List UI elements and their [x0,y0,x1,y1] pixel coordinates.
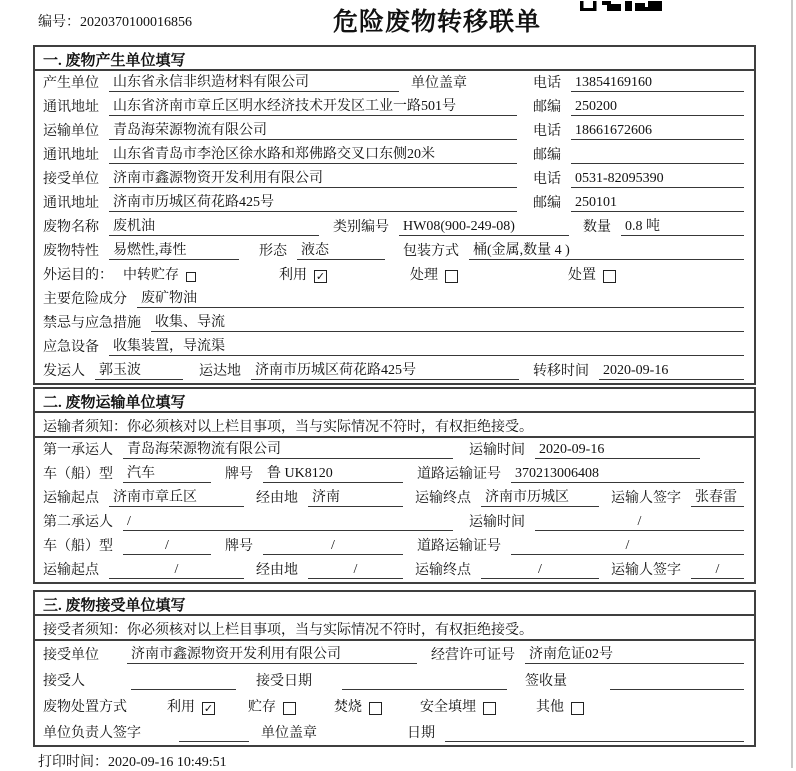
transporter-notice: 运输者须知：你必须核对以上栏目事项，当与实际情况不符时，有权拒绝接受。 [35,413,754,438]
row-receive-unit [35,167,754,191]
first-transport-time-value: 2020-09-16 [535,441,700,459]
section3-header: 三. 废物接受单位填写 [35,592,754,616]
signed-amount-label: 签收量 [525,674,567,689]
second-carrier-value: / [123,513,453,531]
destination-label: 运达地 [199,364,241,379]
second-road-license-value: / [511,537,744,555]
zip-label: 邮编 [533,196,561,211]
row-second-vehicle [35,534,754,558]
via-label: 经由地 [256,563,298,578]
print-time-value: 2020-09-16 10:49:51 [108,755,227,770]
checkbox-disposal-utilize: ✓ [203,702,214,715]
transport-phone-value: 18661672606 [571,122,744,140]
quantity-label: 数量 [583,220,611,235]
serial-number: 2020370100016856 [80,15,192,30]
road-license-label: 道路运输证号 [417,467,501,482]
hazard-component-label: 主要危险成分 [43,292,127,307]
section-transporter [33,387,756,584]
row-emergency-equipment [35,335,754,359]
serial-number-line [38,11,192,31]
accept-date-value [342,672,507,690]
receive-zip-value: 250101 [571,194,744,212]
row-leader-signature [35,719,754,745]
vehicle-type-label: 车（船）型 [43,539,113,554]
transfer-storage-label: 中转贮存 [123,268,179,283]
second-end-value: / [481,561,599,579]
plate-number-label: 牌号 [225,539,253,554]
row-second-carrier [35,510,754,534]
row-hazard-component [35,287,754,311]
checkbox-utilize: ✓ [315,270,326,283]
taboo-measures-label: 禁忌与应急措施 [43,316,141,331]
disposal-incinerate-label: 焚烧 [334,700,362,715]
packing-label: 包装方式 [403,244,459,259]
disposal-utilize-label: 利用 [167,700,195,715]
second-origin-value: / [109,561,244,579]
phone-label: 电话 [533,124,561,139]
first-transporter-sign-value: 张春雷 [691,489,744,507]
transport-end-label: 运输终点 [415,563,471,578]
unit-seal-label: 单位盖章 [261,726,317,741]
second-transport-time-value: / [535,513,744,531]
receive-address-value: 济南市历城区荷花路425号 [109,194,517,212]
taboo-measures-value: 收集、导流 [151,314,744,332]
page-right-edge-line [791,0,793,768]
first-carrier-value: 青岛海荣源物流有限公司 [123,441,453,459]
first-plate-number-value: 鲁 UK8120 [263,465,403,483]
unit-seal-label: 单位盖章 [411,76,467,91]
section-receiver [33,590,756,747]
transport-time-label: 运输时间 [469,515,525,530]
hazard-component-value: 废矿物油 [137,290,744,308]
row-first-route [35,486,754,510]
row-transport-address [35,143,754,167]
acceptor-value [131,672,236,690]
accept-date-label: 接受日期 [256,674,312,689]
emergency-equipment-value: 收集装置，导流渠 [109,338,744,356]
destination-value: 济南市历城区荷花路425号 [251,362,519,380]
receive-unit-label: 接受单位 [43,172,99,187]
transport-time-label: 运输时间 [469,443,525,458]
permit-number-label: 经营许可证号 [431,648,515,663]
row-producer-address [35,95,754,119]
sign-date-label: 日期 [407,726,435,741]
category-code-label: 类别编号 [333,220,389,235]
row-waste-name [35,215,754,239]
transporter-sign-label: 运输人签字 [611,491,681,506]
row-second-route [35,558,754,582]
transport-zip-value [571,146,744,164]
receiving-unit-label: 接受单位 [43,648,99,663]
via-label: 经由地 [256,491,298,506]
row-taboo-measures [35,311,754,335]
shipper-label: 发运人 [43,364,85,379]
transport-unit-label: 运输单位 [43,124,99,139]
option-disposal-store [248,699,296,716]
print-time-label: 打印时间： [38,755,108,770]
checkbox-disposal-landfill [483,702,496,715]
acceptor-label: 接受人 [43,674,85,689]
producer-unit-label: 产生单位 [43,76,99,91]
print-time-line [38,751,796,771]
second-plate-number-value: / [263,537,403,555]
row-acceptor [35,667,754,693]
first-via-value: 济南 [308,489,403,507]
address-label: 通讯地址 [43,148,99,163]
transport-unit-value: 青岛海荣源物流有限公司 [109,122,517,140]
first-vehicle-type-value: 汽车 [123,465,211,483]
row-receive-address [35,191,754,215]
row-shipper [35,359,754,383]
emergency-equipment-label: 应急设备 [43,340,99,355]
packing-value: 桶(金属,数量 4 ) [469,242,744,260]
first-road-license-value: 370213006408 [511,465,744,483]
row-transport-unit [35,119,754,143]
option-disposal-incinerate [334,699,382,716]
row-transfer-purpose [35,263,754,287]
receiver-notice: 接受者须知：你必须核对以上栏目事项，当与实际情况不符时，有权拒绝接受。 [35,616,754,641]
category-code-value: HW08(900-249-08) [399,218,569,236]
section2-header: 二. 废物运输单位填写 [35,389,754,413]
first-carrier-label: 第一承运人 [43,443,113,458]
row-waste-trait [35,239,754,263]
page-title: 危险废物转移联单 [333,9,542,36]
checkbox-transfer-storage [186,272,196,282]
disposal-landfill-label: 安全填埋 [420,700,476,715]
option-disposal-landfill [420,699,496,716]
transport-end-label: 运输终点 [415,491,471,506]
form-label: 形态 [259,244,287,259]
waste-trait-value: 易燃性,毒性 [109,242,239,260]
option-dispose [568,267,616,284]
treat-label: 处理 [410,268,438,283]
sign-date-value [445,724,744,742]
dispose-label: 处置 [568,268,596,283]
receive-phone-value: 0531-82095390 [571,170,744,188]
option-disposal-other [536,699,584,716]
checkbox-dispose [603,270,616,283]
qr-code-fragment-icon [580,0,662,10]
zip-label: 邮编 [533,148,561,163]
row-first-vehicle [35,462,754,486]
checkbox-disposal-other [571,702,584,715]
option-transfer-storage [123,267,196,284]
leader-signature-value [179,724,249,742]
option-utilize [279,267,327,284]
zip-label: 邮编 [533,100,561,115]
waste-name-value: 废机油 [109,218,319,236]
road-license-label: 道路运输证号 [417,539,501,554]
address-label: 通讯地址 [43,100,99,115]
transport-origin-label: 运输起点 [43,491,99,506]
quantity-value: 0.8 吨 [621,218,744,236]
waste-trait-label: 废物特性 [43,244,99,259]
waste-name-label: 废物名称 [43,220,99,235]
producer-unit-value: 山东省永信非织造材料有限公司 [109,74,399,92]
disposal-method-label: 废物处置方式 [43,700,127,715]
first-origin-value: 济南市章丘区 [109,489,244,507]
utilize-label: 利用 [279,268,307,283]
checkbox-disposal-incinerate [369,702,382,715]
form-value: 液态 [297,242,385,260]
receiving-unit-value: 济南市鑫源物资开发利用有限公司 [127,646,417,664]
producer-phone-value: 13854169160 [571,74,744,92]
row-receiving-unit [35,641,754,667]
transfer-time-value: 2020-09-16 [599,362,744,380]
transfer-purpose-label: 外运目的： [43,268,113,283]
row-disposal-method [35,693,754,719]
option-disposal-utilize [167,699,215,716]
address-label: 通讯地址 [43,196,99,211]
vehicle-type-label: 车（船）型 [43,467,113,482]
signed-amount-value [610,672,744,690]
phone-label: 电话 [533,76,561,91]
checkbox-treat [445,270,458,283]
transport-address-value: 山东省青岛市李沧区徐水路和郑佛路交叉口东侧20米 [109,146,517,164]
disposal-store-label: 贮存 [248,700,276,715]
row-producer-unit [35,71,754,95]
document-header [0,0,796,45]
section-producer [33,45,756,385]
producer-address-value: 山东省济南市章丘区明水经济技术开发区工业一路501号 [109,98,517,116]
transport-origin-label: 运输起点 [43,563,99,578]
first-end-value: 济南市历城区 [481,489,599,507]
second-transporter-sign-value: / [691,561,744,579]
disposal-other-label: 其他 [536,700,564,715]
serial-label: 编号： [38,15,80,30]
second-carrier-label: 第二承运人 [43,515,113,530]
plate-number-label: 牌号 [225,467,253,482]
transfer-time-label: 转移时间 [533,364,589,379]
second-via-value: / [308,561,403,579]
second-vehicle-type-value: / [123,537,211,555]
phone-label: 电话 [533,172,561,187]
section1-header: 一. 废物产生单位填写 [35,47,754,71]
shipper-value: 郭玉波 [95,362,183,380]
producer-zip-value: 250200 [571,98,744,116]
row-first-carrier [35,438,754,462]
checkbox-disposal-store [283,702,296,715]
receive-unit-value: 济南市鑫源物资开发利用有限公司 [109,170,517,188]
transporter-sign-label: 运输人签字 [611,563,681,578]
leader-signature-label: 单位负责人签字 [43,726,141,741]
option-treat [410,267,458,284]
permit-number-value: 济南危证02号 [525,646,744,664]
